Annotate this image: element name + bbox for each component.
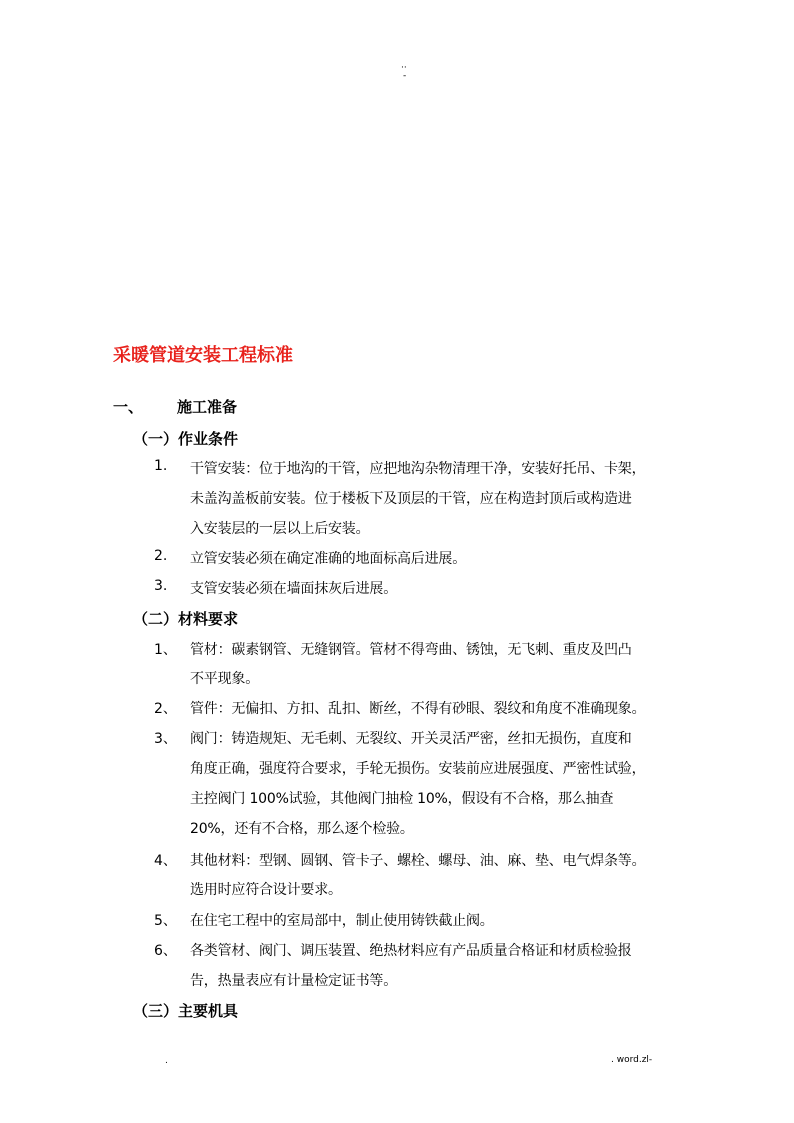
subsection-heading-main-tools: （三）主要机具	[133, 1002, 239, 1020]
item-number: 3.	[154, 578, 168, 594]
item-number: 1、	[154, 642, 177, 658]
item-text-line: 角度正确，强度符合要求，手轮无损伤。安装前应进展强度、严密性试验，	[190, 761, 646, 777]
item-text-line: 管材：碳素钢管、无缝钢管。管材不得弯曲、锈蚀，无飞刺、重皮及凹凸	[190, 642, 632, 658]
section-title: 施工准备	[177, 398, 238, 416]
footer-text: . word.zl-	[611, 1055, 653, 1065]
item-text-line: 阀门：铸造规矩、无毛刺、无裂纹、开关灵活严密，丝扣无损伤，直度和	[190, 731, 632, 747]
item-number: 2.	[154, 548, 168, 564]
item-text-line: 管件：无偏扣、方扣、乱扣、断丝，不得有砂眼、裂纹和角度不准确现象。	[190, 701, 646, 717]
item-text-line: 在住宅工程中的室局部中，制止使用铸铁截止阀。	[190, 913, 494, 929]
header-dash: -	[403, 71, 407, 81]
item-text-line: 选用时应符合设计要求。	[190, 882, 342, 898]
item-text-line: 入安装层的一层以上后安装。	[190, 521, 370, 537]
item-text-line: 其他材料：型钢、圆钢、管卡子、螺栓、螺母、油、麻、垫、电气焊条等。	[190, 853, 646, 869]
header-dots: ··	[401, 63, 407, 73]
item-number: 2、	[154, 701, 177, 717]
item-number: 6、	[154, 943, 177, 959]
item-text-line: 主控阀门 100%试验，其他阀门抽检 10%，假设有不合格，那么抽查	[190, 791, 614, 807]
item-text-line: 立管安装必须在确定准确的地面标高后进展。	[190, 551, 466, 567]
subsection-heading-work-conditions: （一）作业条件	[133, 430, 239, 448]
subsection-heading-material-requirements: （二）材料要求	[133, 610, 239, 628]
footer-dot: .	[165, 1056, 168, 1066]
item-text-line: 各类管材、阀门、调压装置、绝热材料应有产品质量合格证和材质检验报	[190, 943, 632, 959]
item-text-line: 干管安装：位于地沟的干管，应把地沟杂物清理干净，安装好托吊、卡架，	[190, 461, 646, 477]
item-number: 1.	[154, 458, 168, 474]
item-number: 5、	[154, 913, 177, 929]
item-text-line: 20%，还有不合格，那么逐个检验。	[190, 821, 414, 837]
section-number: 一、	[113, 398, 144, 416]
item-number: 4、	[154, 853, 177, 869]
item-number: 3、	[154, 731, 177, 747]
item-text-line: 未盖沟盖板前安装。位于楼板下及顶层的干管，应在构造封顶后或构造进	[190, 491, 632, 507]
item-text-line: 不平现象。	[190, 671, 259, 687]
document-title: 采暖管道安装工程标准	[113, 345, 293, 366]
item-text-line: 告，热量表应有计量检定证书等。	[190, 973, 397, 989]
item-text-line: 支管安装必须在墙面抹灰后进展。	[190, 581, 397, 597]
